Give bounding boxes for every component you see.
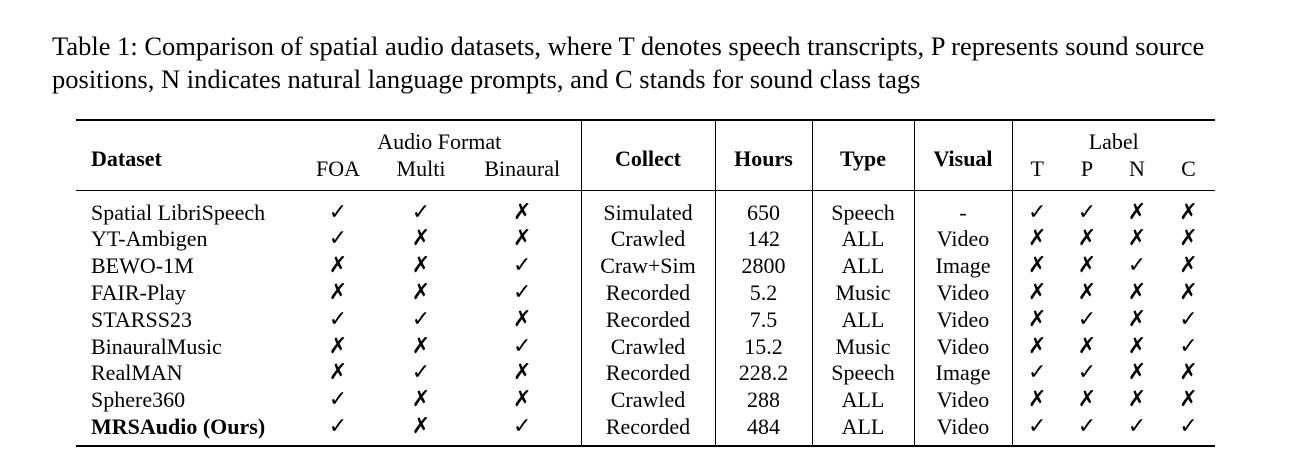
table-row [76, 190, 1215, 226]
cell-binaural: ✗ [464, 307, 581, 334]
cell-label-c: ✗ [1179, 226, 1198, 252]
cell-collect: Crawled [581, 226, 715, 253]
header-binaural: Binaural [464, 156, 581, 190]
cell-multi: ✗ [411, 279, 431, 305]
cell-binaural: ✓ [464, 280, 581, 307]
cell-dataset: Sphere360 [91, 387, 186, 413]
cell-hours: 650 [715, 190, 812, 226]
table-row [76, 387, 1215, 414]
cell-hours: 228.2 [715, 360, 812, 387]
header-n: N [1129, 155, 1145, 181]
cell-type: Music [812, 280, 914, 307]
cell-foa: ✓ [328, 199, 348, 225]
cell-label-p: ✓ [1077, 360, 1097, 386]
cell-dataset: RealMAN [91, 360, 183, 386]
cell-label-t: ✗ [1028, 306, 1047, 332]
cell-label-n: ✗ [1127, 306, 1147, 332]
cell-dataset: BinauralMusic [91, 333, 222, 359]
cell-label-c: ✗ [1179, 360, 1198, 386]
cell-visual: Video [914, 334, 1012, 361]
cell-hours: 288 [715, 387, 812, 414]
cell-visual: Video [914, 414, 1012, 446]
cell-type: Music [812, 334, 914, 361]
cell-binaural: ✓ [464, 414, 581, 446]
cell-hours: 2800 [715, 253, 812, 280]
cell-label-n: ✗ [1127, 226, 1147, 252]
cell-binaural: ✗ [464, 226, 581, 253]
cell-label-c: ✓ [1179, 306, 1198, 332]
cell-multi: ✓ [411, 199, 431, 225]
cell-collect: Crawled [581, 387, 715, 414]
cell-hours: 15.2 [715, 334, 812, 361]
cell-multi: ✗ [411, 253, 431, 279]
cell-label-p: ✗ [1077, 253, 1097, 279]
cell-type: ALL [812, 253, 914, 280]
header-p: P [1080, 155, 1094, 181]
cell-visual: Video [914, 280, 1012, 307]
cell-label-n: ✓ [1127, 413, 1147, 439]
cell-type: Speech [812, 360, 914, 387]
cell-visual: Video [914, 307, 1012, 334]
cell-label-p: ✓ [1077, 199, 1097, 225]
cell-label-p: ✗ [1077, 333, 1097, 359]
cell-label-t: ✗ [1028, 226, 1047, 252]
cell-foa: ✗ [328, 279, 348, 305]
cell-label-p: ✓ [1077, 413, 1097, 439]
cell-label-t: ✓ [1028, 199, 1047, 225]
cell-binaural: ✗ [464, 360, 581, 387]
cell-label-n: ✗ [1127, 199, 1147, 225]
cell-label-n: ✓ [1127, 253, 1147, 279]
header-hours: Hours [715, 120, 812, 190]
cell-visual: Image [914, 360, 1012, 387]
cell-foa: ✗ [328, 253, 348, 279]
cell-visual: Video [914, 387, 1012, 414]
cell-label-n: ✗ [1127, 333, 1147, 359]
table-row [76, 414, 1215, 446]
cell-binaural: ✓ [464, 253, 581, 280]
cell-foa: ✓ [328, 413, 348, 439]
cell-label-t: ✓ [1028, 360, 1047, 386]
table-row [76, 307, 1215, 334]
cell-label-n: ✗ [1127, 387, 1147, 413]
header-label: Label [1088, 129, 1139, 154]
cell-hours: 142 [715, 226, 812, 253]
cell-hours: 5.2 [715, 280, 812, 307]
cell-label-p: ✗ [1077, 226, 1097, 252]
cell-collect: Recorded [581, 360, 715, 387]
cell-foa: ✗ [328, 333, 348, 359]
cell-label-n: ✗ [1127, 360, 1147, 386]
cell-foa: ✗ [328, 360, 348, 386]
cell-collect: Craw+Sim [581, 253, 715, 280]
header-multi: Multi [396, 155, 446, 181]
header-c: C [1181, 155, 1196, 181]
cell-collect: Recorded [581, 307, 715, 334]
cell-type: Speech [812, 190, 914, 226]
table-row [76, 334, 1215, 361]
cell-label-p: ✓ [1077, 306, 1097, 332]
cell-label-c: ✗ [1179, 199, 1198, 225]
comparison-table [76, 119, 1215, 447]
table-row [76, 253, 1215, 280]
cell-binaural: ✗ [464, 190, 581, 226]
cell-label-c: ✗ [1179, 279, 1198, 305]
cell-visual: Video [914, 226, 1012, 253]
cell-dataset: STARSS23 [91, 306, 192, 332]
cell-collect: Recorded [581, 414, 715, 446]
cell-hours: 7.5 [715, 307, 812, 334]
cell-label-t: ✗ [1028, 279, 1047, 305]
cell-dataset: Spatial LibriSpeech [91, 199, 266, 225]
header-t: T [1030, 155, 1044, 181]
cell-label-c: ✗ [1179, 253, 1198, 279]
cell-type: ALL [812, 387, 914, 414]
cell-foa: ✓ [328, 306, 348, 332]
table-row [76, 280, 1215, 307]
header-type: Type [812, 120, 914, 190]
cell-label-t: ✗ [1028, 253, 1047, 279]
header-dataset: Dataset [91, 145, 162, 171]
cell-multi: ✗ [411, 333, 431, 359]
cell-label-c: ✗ [1179, 387, 1198, 413]
cell-type: ALL [812, 414, 914, 446]
cell-type: ALL [812, 226, 914, 253]
cell-visual: - [914, 190, 1012, 226]
cell-hours: 484 [715, 414, 812, 446]
header-visual: Visual [914, 120, 1012, 190]
cell-label-t: ✓ [1028, 413, 1047, 439]
cell-dataset: FAIR-Play [91, 279, 186, 305]
cell-dataset: BEWO-1M [91, 253, 194, 279]
table-caption: Table 1: Comparison of spatial audio datasets, where T denotes speech transcripts, P represents sound source positions, N indicates natural language prompts, and C stands for sound class tags [52, 31, 1205, 94]
cell-label-c: ✓ [1179, 333, 1198, 359]
cell-label-n: ✗ [1127, 279, 1147, 305]
header-foa: FOA [315, 155, 360, 181]
cell-binaural: ✗ [464, 387, 581, 414]
cell-label-t: ✗ [1028, 333, 1047, 359]
cell-dataset: MRSAudio (Ours) [91, 413, 266, 439]
cell-multi: ✗ [411, 413, 431, 439]
cell-type: ALL [812, 307, 914, 334]
cell-label-p: ✗ [1077, 387, 1097, 413]
cell-foa: ✓ [328, 387, 348, 413]
cell-multi: ✗ [411, 387, 431, 413]
table-row [76, 226, 1215, 253]
cell-multi: ✗ [411, 226, 431, 252]
cell-foa: ✓ [328, 226, 348, 252]
cell-binaural: ✓ [464, 334, 581, 361]
cell-dataset: YT-Ambigen [91, 226, 208, 252]
cell-label-c: ✓ [1179, 413, 1198, 439]
cell-collect: Recorded [581, 280, 715, 307]
cell-multi: ✓ [411, 360, 431, 386]
cell-collect: Crawled [581, 334, 715, 361]
header-audio-format: Audio Format [298, 120, 581, 156]
header-collect: Collect [581, 120, 715, 190]
cell-label-p: ✗ [1077, 279, 1097, 305]
table-row [76, 360, 1215, 387]
cell-label-t: ✗ [1028, 387, 1047, 413]
cell-collect: Simulated [581, 190, 715, 226]
cell-multi: ✓ [411, 306, 431, 332]
cell-visual: Image [914, 253, 1012, 280]
